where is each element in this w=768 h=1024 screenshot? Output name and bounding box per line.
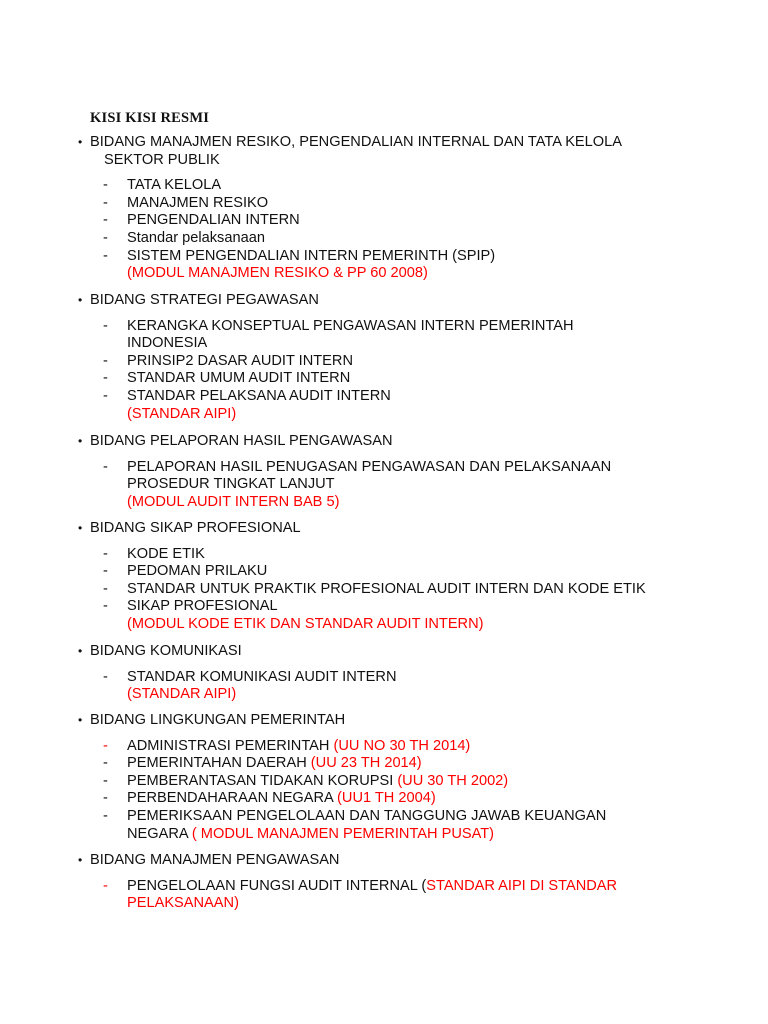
list-item: - ADMINISTRASI PEMERINTAH (UU NO 30 TH 2014) <box>103 737 471 754</box>
reference-note: (MODUL KODE ETIK DAN STANDAR AUDIT INTERN) <box>127 615 484 632</box>
section-heading: • BIDANG KOMUNIKASI <box>78 643 242 659</box>
reference-note: (MODUL AUDIT INTERN BAB 5) <box>127 493 340 510</box>
bullet-icon: • <box>78 293 83 307</box>
dash-icon: - <box>103 387 108 404</box>
dash-icon: - <box>103 212 108 229</box>
dash-icon: - <box>103 458 108 475</box>
list-item-continuation: NEGARA ( MODUL MANAJMEN PEMERINTAH PUSAT) <box>127 825 495 842</box>
list-item: - MANAJMEN RESIKO <box>103 194 269 211</box>
dash-icon: - <box>103 247 108 264</box>
reference-note: (MODUL MANAJMEN RESIKO & PP 60 2008) <box>127 265 428 282</box>
list-item: - KODE ETIK <box>103 545 205 562</box>
section-heading: • BIDANG PELAPORAN HASIL PENGAWASAN <box>78 433 393 449</box>
list-item: - PENGELOLAAN FUNGSI AUDIT INTERNAL (STANDAR AIPI DI STANDAR <box>103 877 618 894</box>
dash-icon: - <box>103 580 108 597</box>
item-list <box>0 669 768 704</box>
reference-note: (STANDAR AIPI) <box>127 405 237 422</box>
dash-icon: - <box>103 668 108 685</box>
section-strategi-pegawasan <box>0 292 768 423</box>
list-item: - PEMBERANTASAN TIDAKAN KORUPSI (UU 30 TH 2002) <box>103 772 509 789</box>
dash-icon: - <box>103 598 108 615</box>
bullet-icon: • <box>78 853 83 867</box>
list-item: - TATA KELOLA <box>103 177 222 194</box>
dash-icon: - <box>103 317 108 334</box>
bullet-icon: • <box>78 135 83 149</box>
list-item: - PEDOMAN PRILAKU <box>103 563 268 580</box>
item-list <box>0 459 768 512</box>
section-pelaporan-hasil <box>0 433 768 511</box>
dash-icon: - <box>103 352 108 369</box>
dash-icon: - <box>103 807 108 824</box>
list-item: - PEMERINTAHAN DAERAH (UU 23 TH 2014) <box>103 755 422 772</box>
item-list <box>0 878 768 913</box>
bullet-icon: • <box>78 644 83 658</box>
list-item-continuation: INDONESIA <box>127 335 208 352</box>
list-item: - PRINSIP2 DASAR AUDIT INTERN <box>103 352 353 369</box>
section-lingkungan-pemerintah <box>0 712 768 843</box>
section-sikap-profesional <box>0 520 768 634</box>
list-item: - PELAPORAN HASIL PENUGASAN PENGAWASAN DAN PELAKSANAAN <box>103 458 612 475</box>
dash-icon: - <box>103 194 108 211</box>
section-heading: • BIDANG LINGKUNGAN PEMERINTAH <box>78 712 346 728</box>
item-list <box>0 738 768 844</box>
list-item: - PENGENDALIAN INTERN <box>103 212 300 229</box>
list-item: - SIKAP PROFESIONAL <box>103 598 278 615</box>
section-komunikasi <box>0 643 768 704</box>
section-heading: • BIDANG SIKAP PROFESIONAL <box>78 520 301 536</box>
list-item: - STANDAR UNTUK PRAKTIK PROFESIONAL AUDIT INTERN DAN KODE ETIK <box>103 580 646 597</box>
item-list <box>0 318 768 424</box>
list-item: - Standar pelaksanaan <box>103 229 265 246</box>
section-manajmen-pengawasan <box>0 852 768 913</box>
list-item: - STANDAR KOMUNIKASI AUDIT INTERN <box>103 668 397 685</box>
item-list <box>0 546 768 634</box>
dash-icon: - <box>103 545 108 562</box>
document-title: KISI KISI RESMI <box>90 110 210 126</box>
list-item-continuation: PELAKSANAAN) <box>127 895 239 912</box>
dash-icon: - <box>103 877 108 894</box>
dash-icon: - <box>103 755 108 772</box>
list-item: - PERBENDAHARAAN NEGARA (UU1 TH 2004) <box>103 790 436 807</box>
reference-note: (STANDAR AIPI) <box>127 686 237 703</box>
item-list <box>0 177 768 283</box>
list-item: - STANDAR UMUM AUDIT INTERN <box>103 370 351 387</box>
bullet-icon: • <box>78 434 83 448</box>
list-item: - STANDAR PELAKSANA AUDIT INTERN <box>103 387 391 404</box>
section-manajmen-resiko <box>0 134 768 283</box>
dash-icon: - <box>103 177 108 194</box>
list-item: - KERANGKA KONSEPTUAL PENGAWASAN INTERN PEMERINTAH <box>103 317 574 334</box>
section-heading: • BIDANG MANAJMEN PENGAWASAN <box>78 852 340 868</box>
dash-icon: - <box>103 737 108 754</box>
list-item: - SISTEM PENGENDALIAN INTERN PEMERINTH (SPIP) <box>103 247 496 264</box>
section-heading: • BIDANG MANAJMEN RESIKO, PENGENDALIAN INTERNAL DAN TATA KELOLA SEKTOR PUBLIK <box>78 134 622 168</box>
dash-icon: - <box>103 790 108 807</box>
list-item: - PEMERIKSAAN PENGELOLAAN DAN TANGGUNG JAWAB KEUANGAN <box>103 807 607 824</box>
bullet-icon: • <box>78 521 83 535</box>
list-item-continuation: PROSEDUR TINGKAT LANJUT <box>127 476 335 493</box>
dash-icon: - <box>103 229 108 246</box>
dash-icon: - <box>103 563 108 580</box>
bullet-icon: • <box>78 713 83 727</box>
dash-icon: - <box>103 772 108 789</box>
section-heading: • BIDANG STRATEGI PEGAWASAN <box>78 292 319 308</box>
dash-icon: - <box>103 370 108 387</box>
